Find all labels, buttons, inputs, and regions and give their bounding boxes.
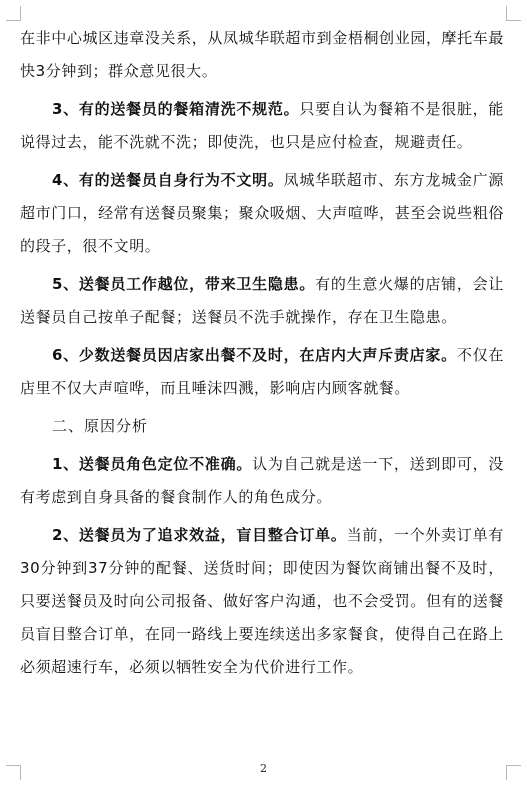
paragraph-cause-2	[20, 519, 504, 684]
section-heading-text: 二、原因分析	[52, 417, 149, 435]
paragraph-item-6	[20, 339, 504, 405]
paragraph-item-5	[20, 268, 504, 334]
paragraph-text: 认为自己就是送一下，送到即可，没有考虑到自身具备的餐食制作人的角色成分。	[20, 455, 504, 506]
document-body	[20, 22, 504, 689]
paragraph-text: 凤城华联超市、东方龙城金广源超市门口，经常有送餐员聚集；聚众吸烟、大声喧哗，甚至会说些粗俗的段子，很不文明。	[20, 171, 504, 255]
crop-mark-top-right	[506, 6, 521, 21]
section-heading	[20, 410, 504, 443]
paragraph-item-4	[20, 164, 504, 263]
page-number: 2	[260, 762, 267, 775]
paragraph-item-3	[20, 93, 504, 159]
paragraph-lead: 6、少数送餐员因店家出餐不及时，在店内大声斥责店家。	[52, 346, 457, 364]
paragraph-text: 不仅在店里不仅大声喧哗，而且唾沫四溅，影响店内顾客就餐。	[20, 346, 504, 397]
paragraph-lead: 4、有的送餐员自身行为不文明。	[52, 171, 284, 189]
paragraph-continuation	[20, 22, 504, 88]
paragraph-text: 在非中心城区违章没关系，从凤城华联超市到金梧桐创业园，摩托车最快3分钟到；群众意见很大。	[20, 29, 504, 80]
paragraph-lead: 1、送餐员角色定位不准确。	[52, 455, 253, 473]
paragraph-lead: 3、有的送餐员的餐箱清洗不规范。	[52, 100, 300, 118]
paragraph-text: 有的生意火爆的店铺，会让送餐员自己按单子配餐；送餐员不洗手就操作，存在卫生隐患。	[20, 275, 505, 326]
paragraph-lead: 2、送餐员为了追求效益，盲目整合订单。	[52, 526, 347, 544]
paragraph-lead: 5、送餐员工作越位，带来卫生隐患。	[52, 275, 316, 293]
paragraph-text: 只要自认为餐箱不是很脏，能说得过去，能不洗就不洗；即使洗，也只是应付检查，规避责任。	[20, 100, 504, 151]
paragraph-cause-1	[20, 448, 504, 514]
crop-mark-top-left	[6, 6, 21, 21]
paragraph-text: 当前，一个外卖订单有30分钟到37分钟的配餐、送货时间；即使因为餐饮商铺出餐不及时，只要送餐员及时向公司报备、做好客户沟通，也不会受罚。但有的送餐员盲目整合订单，在同一路线上要连续送出多家餐食，使得自己在路上必须超速行车，必须以牺牲安全为代价进行工作。	[20, 526, 504, 676]
